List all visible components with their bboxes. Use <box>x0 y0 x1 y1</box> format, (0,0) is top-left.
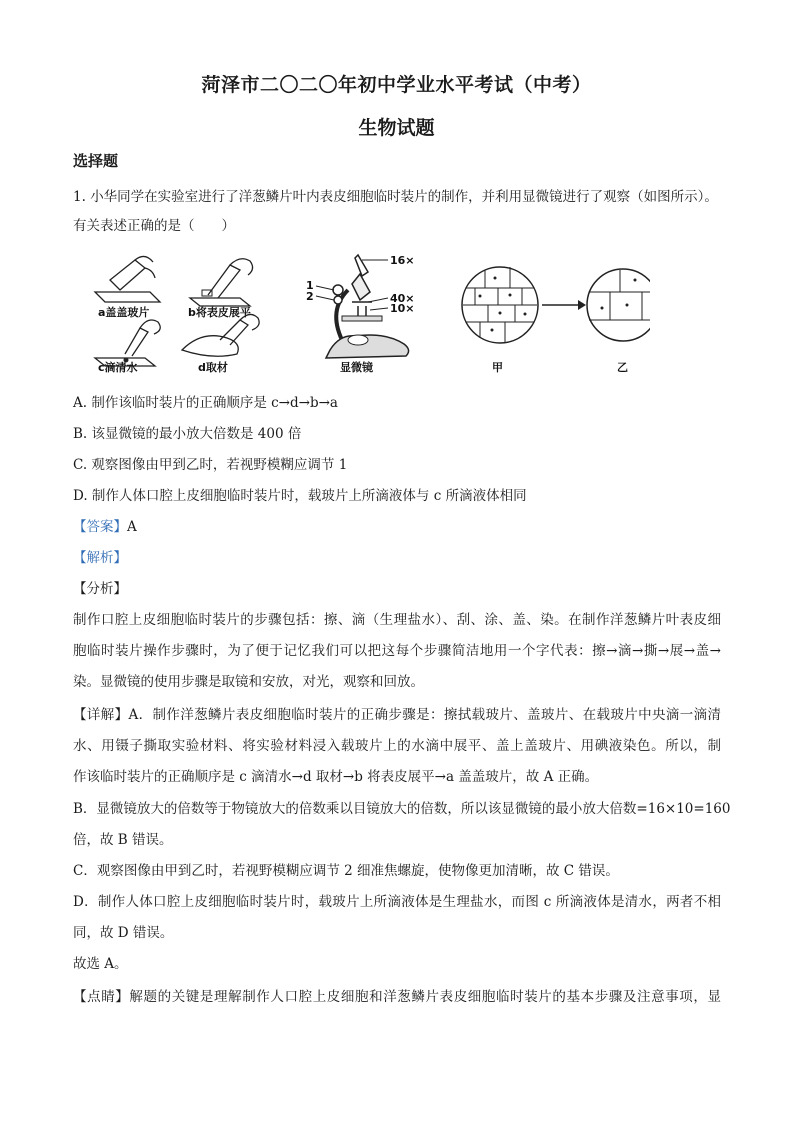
answer-line <box>73 515 137 535</box>
step-a-illustration <box>95 256 160 302</box>
step-d-illustration <box>182 314 259 356</box>
page-title: 菏泽市二〇二〇年初中学业水平考试（中考） <box>201 74 592 96</box>
detail-line-7: D．制作人体口腔上皮细胞临时装片时，载玻片上所滴液体是生理盐水，而图 c 所滴液体是清水，两者不相 <box>73 894 721 910</box>
detail-line-4: B．显微镜放大的倍数等于物镜放大的倍数乘以目镜放大的倍数，所以该显微镜的最小放大倍数=16×10=160 <box>73 801 731 817</box>
question-stem-line2: 有关表述正确的是（ ） <box>73 218 235 234</box>
option-b: B. 该显微镜的最小放大倍数是 400 倍 <box>73 426 302 442</box>
section-label: 选择题 <box>73 152 119 170</box>
page-subtitle: 生物试题 <box>358 117 435 139</box>
detail-line-1: 【详解】A．制作洋葱鳞片表皮细胞临时装片的正确步骤是：擦拭载玻片、盖玻片、在载玻片中央滴一滴清 <box>73 707 721 723</box>
option-d: D. 制作人体口腔上皮细胞临时装片时，载玻片上所滴液体与 c 所滴液体相同 <box>73 488 527 504</box>
step-a-label: a盖盖玻片 <box>98 306 150 319</box>
objective-high-label: 40× <box>390 292 415 305</box>
question-stem-text: 小华同学在实验室进行了洋葱鳞片叶内表皮细胞临时装片的制作，并利用显微镜进行了观察（如图所示）。 <box>90 189 718 205</box>
step-b-illustration <box>190 259 253 306</box>
objective-low-label: 10× <box>390 302 415 315</box>
step-d-label: d取材 <box>198 361 228 374</box>
view-yi-illustration <box>587 269 650 341</box>
question-number: 1. <box>73 189 86 205</box>
question-stem-line1 <box>73 185 718 205</box>
option-c: C. 观察图像由甲到乙时，若视野模糊应调节 1 <box>73 457 348 473</box>
analysis-line-2: 胞临时装片操作步骤时，为了便于记忆我们可以把这每个步骤简洁地用一个字代表：擦→滴→撕→展→盖→ <box>73 643 721 659</box>
detail-line-2: 水、用镊子撕取实验材料、将实验材料浸入载玻片上的水滴中展平、盖上盖玻片、用碘液染色。所以，制 <box>73 738 721 754</box>
answer-label: 【答案】 <box>73 519 127 535</box>
part-1-label: 1 <box>306 279 314 292</box>
view-jia-label: 甲 <box>492 361 503 374</box>
detail-line-8: 同，故 D 错误。 <box>73 925 174 941</box>
view-jia-illustration <box>462 267 538 343</box>
step-b-label: b将表皮展平 <box>188 306 251 319</box>
question-figure <box>90 250 650 375</box>
option-a: A. 制作该临时装片的正确顺序是 c→d→b→a <box>73 395 338 411</box>
answer-value: A <box>127 519 137 535</box>
step-c-label: c滴清水 <box>98 361 138 374</box>
detail-line-6: C．观察图像由甲到乙时，若视野模糊应调节 2 细准焦螺旋，使物像更加清晰，故 C 错误。 <box>73 863 619 879</box>
detail-line-9: 故选 A。 <box>73 956 128 972</box>
analysis-line-3: 染。显微镜的使用步骤是取镜和安放，对光，观察和回放。 <box>73 674 424 690</box>
analysis-line-1: 制作口腔上皮细胞临时装片的步骤包括：擦、滴（生理盐水）、刮、涂、盖、染。在制作洋葱鳞片叶表皮细 <box>73 612 721 628</box>
detail-line-3: 作该临时装片的正确顺序是 c 滴清水→d 取材→b 将表皮展平→a 盖盖玻片，故 A 正确。 <box>73 769 599 785</box>
view-yi-label: 乙 <box>617 361 628 374</box>
step-c-illustration <box>95 320 160 366</box>
part-2-label: 2 <box>306 290 314 303</box>
fenxi-label: 【分析】 <box>73 581 127 597</box>
arrow-icon <box>542 300 586 310</box>
eyepiece-label: 16× <box>390 254 415 267</box>
dianjing-line: 【点睛】解题的关键是理解制作人口腔上皮细胞和洋葱鳞片表皮细胞临时装片的基本步骤及注意事项，显 <box>73 989 721 1005</box>
analysis-label: 【解析】 <box>73 550 127 566</box>
detail-line-5: 倍，故 B 错误。 <box>73 832 173 848</box>
microscope-caption: 显微镜 <box>340 361 373 374</box>
